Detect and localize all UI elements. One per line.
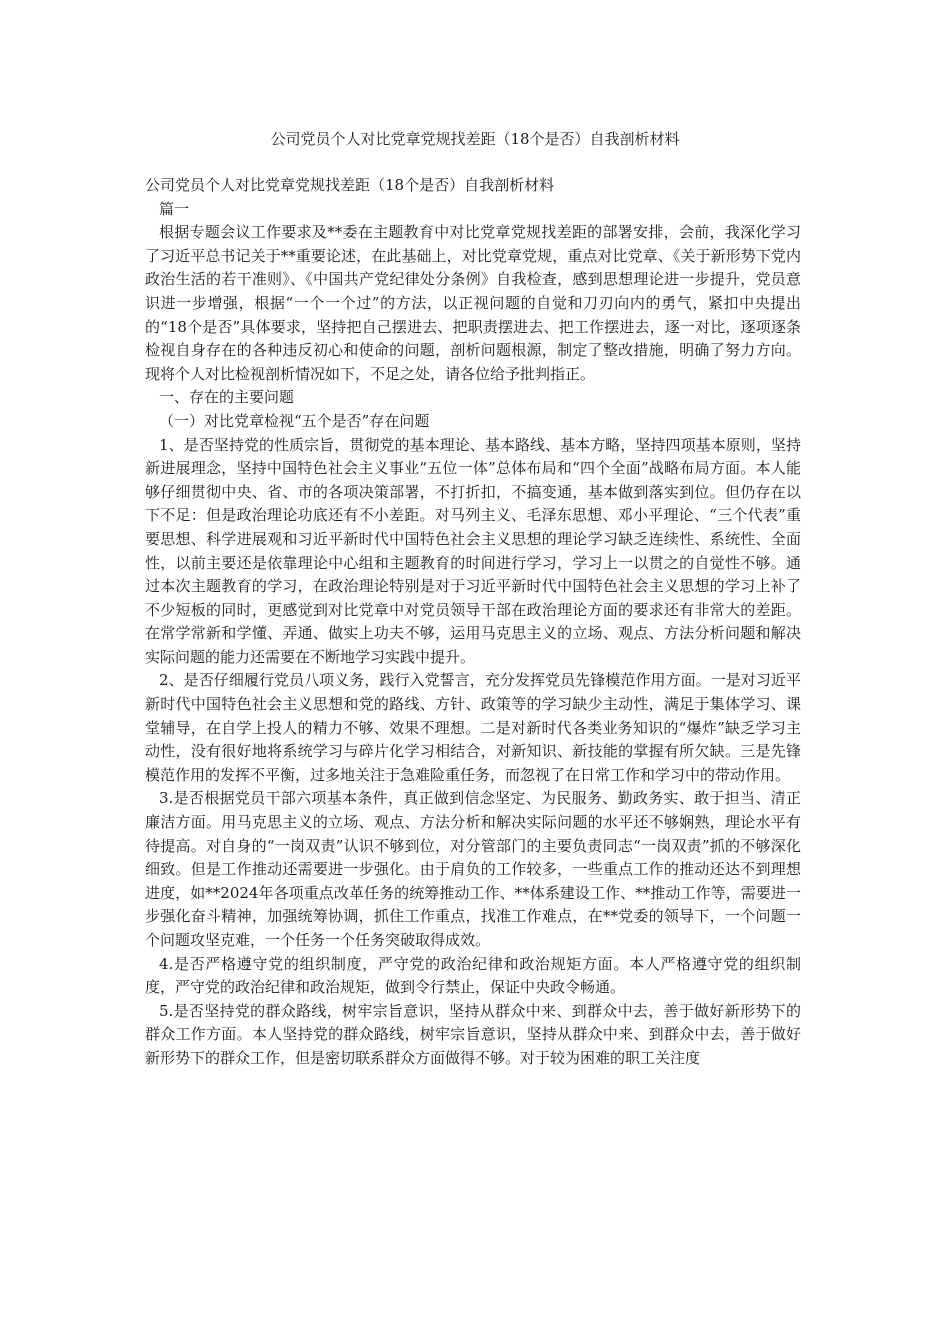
document-title: 公司党员个人对比党章党规找差距（18个是否）自我剖析材料: [270, 130, 680, 148]
paragraph: 根据专题会议工作要求及**委在主题教育中对比党章党规找差距的部署安排，会前，我深化学习了习近平总书记关于**重要论述，在此基础上，对比党章党规，重点对比党章、《关于新形势下党内政治生活的若干准则》、《中国共产党纪律处分条例》自我检查，感到思想理论进一步提升，党员意识进一步增强，根据“一个一个过”的方法，以正视问题的自觉和刀刃向内的勇气，紧扣中央提出的“18个是否”具体要求，坚持把自己摆进去、把职责摆进去、把工作摆进去，逐一对比，逐项逐条检视自身存在的各种违反初心和使命的问题，剖析问题根源，制定了整改措施，明确了努力方向。现将个人对比检视剖析情况如下，不足之处，请各位给予批判指正。: [145, 223, 801, 383]
paragraph: 5.是否坚持党的群众路线，树牢宗旨意识，坚持从群众中来、到群众中去，善于做好新形势下的群众工作方面。本人坚持党的群众路线，树牢宗旨意识，坚持从群众中来、到群众中去，善于做好新形势下的群众工作，但是密切联系群众方面做得不够。对于较为困难的职工关注度: [145, 1001, 801, 1067]
document-body: [145, 174, 801, 1071]
paragraph: 3.是否根据党员干部六项基本条件，真正做到信念坚定、为民服务、勤政务实、敢于担当、清正廉洁方面。用马克思主义的立场、观点、方法分析和解决实际问题的水平还不够娴熟，理论水平有待提高。对自身的“一岗双责”认识不够到位，对分管部门的主要负责同志“一岗双责”抓的不够深化细致。但是工作推动还需要进一步强化。由于肩负的工作较多，一些重点工作的推动还达不到理想进度，如**2024年各项重点改革任务的统筹推动工作、**体系建设工作、**推动工作等，需要进一步强化奋斗精神，加强统筹协调，抓住工作重点，找准工作难点，在**党委的领导下，一个问题一个问题攻坚克难，一个任务一个任务突破取得成效。: [145, 789, 801, 949]
subsection-heading: （一）对比党章检视“五个是否”存在问题: [159, 411, 430, 430]
section-label: 篇一: [159, 199, 190, 218]
paragraph: 2、是否仔细履行党员八项义务，践行入党誓言，充分发挥党员先锋模范作用方面。一是对习近平新时代中国特色社会主义思想和党的路线、方针、政策等的学习缺少主动性，满足于集体学习、课堂辅导，在自学上投人的精力不够、效果不理想。二是对新时代各类业务知识的“爆炸”缺乏学习主动性，没有很好地将系统学习与碎片化学习相结合，对新知识、新技能的掌握有所欠缺。三是先锋模范作用的发挥不平衡，过多地关注于急难险重任务，而忽视了在日常工作和学习中的带动作用。: [145, 671, 801, 784]
paragraph: 4.是否严格遵守党的组织制度，严守党的政治纪律和政治规矩方面。本人严格遵守党的组织制度，严守党的政治纪律和政治规矩，做到令行禁止，保证中央政令畅通。: [145, 954, 801, 997]
section-heading: 一、存在的主要问题: [159, 388, 295, 407]
paragraph: 1、是否坚持党的性质宗旨，贯彻党的基本理论、基本路线、基本方略，坚持四项基本原则，坚持新进展理念，坚持中国特色社会主义事业“五位一体”总体布局和“四个全面”战略布局方面。本人能够仔细贯彻中央、省、市的各项决策部署，不打折扣，不搞变通，基本做到落实到位。但仍存在以下不足：但是政治理论功底还有不小差距。对马列主义、毛泽东思想、邓小平理论、“三个代表”重要思想、科学进展观和习近平新时代中国特色社会主义思想的理论学习缺乏连续性、系统性、全面性，以前主要还是依靠理论中心组和主题教育的时间进行学习，学习上一以贯之的自觉性不够。通过本次主题教育的学习，在政治理论特别是对于习近平新时代中国特色社会主义思想的学习上补了不少短板的同时，更感觉到对比党章中对党员领导干部在政治理论方面的要求还有非常大的差距。在常学常新和学懂、弄通、做实上功夫不够，运用马克思主义的立场、观点、方法分析问题和解决实际问题的能力还需要在不断地学习实践中提升。: [145, 435, 801, 666]
document-subtitle: 公司党员个人对比党章党规找差距（18个是否）自我剖析材料: [145, 176, 555, 194]
